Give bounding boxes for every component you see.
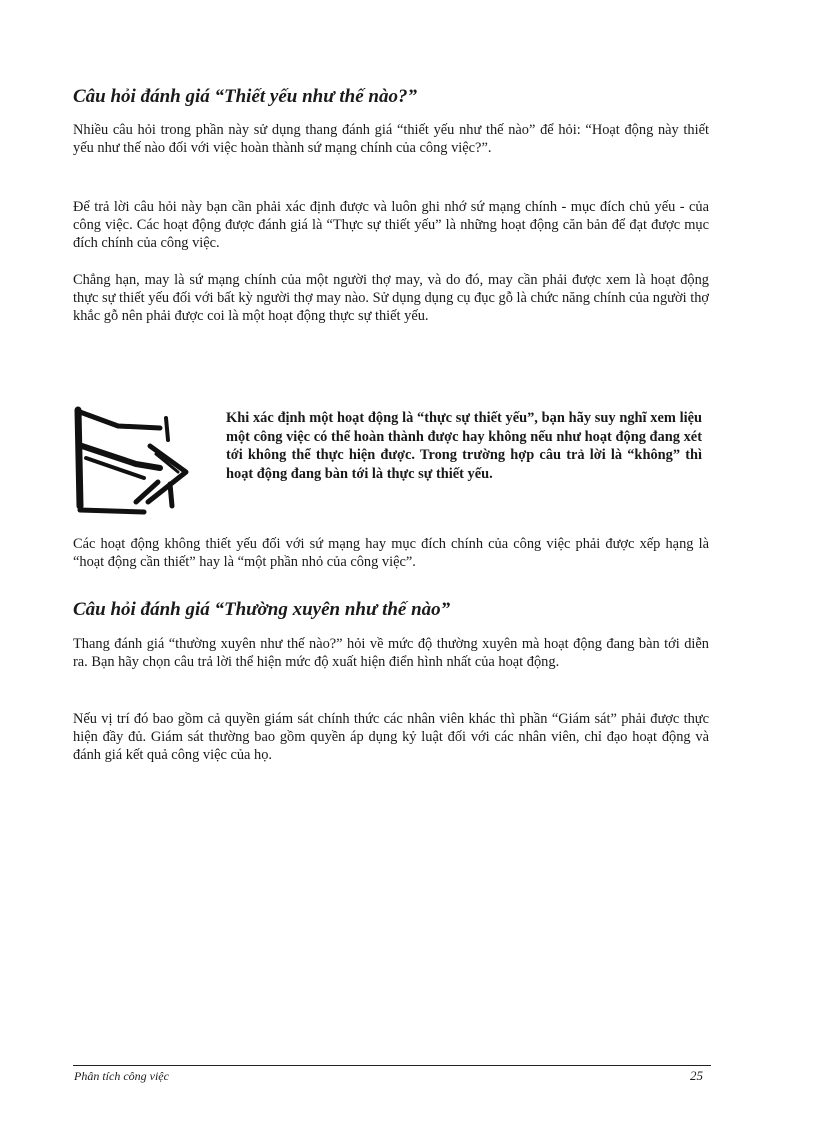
paragraph-supervision: Nếu vị trí đó bao gồm cả quyền giám sát chính thức các nhân viên khác thì phần “Giám sát” phải được thực hiện đầy đủ. Giám sát thường bao gồm quyền áp dụng kỷ luật đối với các nhân viên, chỉ đạo hoạt động và đánh giá kết quả công việc của họ. (73, 711, 709, 763)
footer-divider (73, 1065, 711, 1066)
paragraph-essential-answer: Để trả lời câu hỏi này bạn cần phải xác định được và luôn ghi nhớ sứ mạng chính - mục đích chủ yếu - của công việc. Các hoạt động được đánh giá là “Thực sự thiết yếu” là những hoạt động căn bản để đạt được mục đích chính của công việc. (73, 199, 709, 251)
section-heading-frequency: Câu hỏi đánh giá “Thường xuyên như thế nào” (73, 599, 451, 620)
page-number: 25 (690, 1068, 703, 1083)
paragraph-essential-example: Chẳng hạn, may là sứ mạng chính của một người thợ may, và do đó, may cần phải được xem là hoạt động thực sự thiết yếu đối với bất kỳ người thợ may nào. Sử dụng dụng cụ đục gỗ là chức năng chính của người thợ khắc gỗ nên phải được coi là một hoạt động thực sự thiết yếu. (73, 272, 709, 324)
footer-title: Phân tích công việc (74, 1069, 169, 1083)
callout-note-text: Khi xác định một hoạt động là “thực sự thiết yếu”, bạn hãy suy nghĩ xem liệu một công việc có thể hoàn thành được hay không nếu như hoạt động đang xét tới không thể thực hiện được. Trong trường hợp câu trả lời là “không” thì hoạt động đang bàn tới là thực sự thiết yếu. (226, 410, 702, 482)
paragraph-essential-intro: Nhiều câu hỏi trong phần này sử dụng thang đánh giá “thiết yếu như thế nào” để hỏi: “Hoạt động này thiết yếu như thế nào đối với việc hoàn thành sứ mạng chính của công việc?”. (73, 122, 709, 156)
paragraph-non-essential: Các hoạt động không thiết yếu đối với sứ mạng hay mục đích chính của công việc phải được xếp hạng là “hoạt động cần thiết” hay là “một phần nhỏ của công việc”. (73, 536, 709, 570)
arrow-note-icon (74, 406, 190, 516)
section-heading-essential: Câu hỏi đánh giá “Thiết yếu như thế nào?” (73, 86, 417, 107)
paragraph-frequency-intro: Thang đánh giá “thường xuyên như thế nào?” hỏi về mức độ thường xuyên mà hoạt động đang bàn tới diễn ra. Bạn hãy chọn câu trả lời thể hiện mức độ xuất hiện điển hình nhất của hoạt động. (73, 636, 709, 670)
